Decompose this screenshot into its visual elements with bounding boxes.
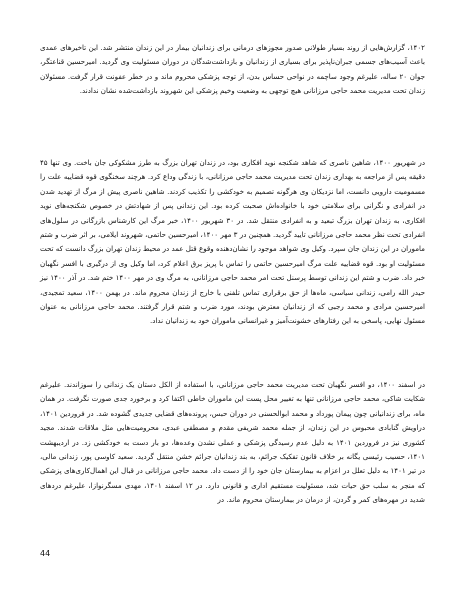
paragraph-3: در اسفند ۱۴۰۰، دو افسر نگهبان تحت مدیریت محمد حاجی مرزانانی، با استفاده از الکل دستان یک زندانی را سوزاندند. علیرغم شکایت شاکی، محمد حاجی مرزانانی تنها به تغییر محل پست این ماموران خاطی اکتفا کرد و برخورد جدی صورت نگرفت. در همان ماه، برای زندانیانی چون پیمان پورداد و محمد ابوالحسنی در دوران حبس، پرونده‌های قضایی جدیدی گشوده شد. در فروردین ۱۴۰۱، دراویش گنابادی محبوس در این زندان، از جمله محمد شریفی مقدم و مصطفی عبدی، محرومیت‌هایی مثل ملاقات شدند. مجید کشوری نیز در فروردین ۱۴۰۱ به دلیل عدم رسیدگی پزشکی و عملی نشدن وعده‌ها، دو بار دست به خودکشی زد. در اردیبهشت ۱۴۰۱، حسیب رئیسی یگانه بر خلاف قانون تفکیک جرائم، به بند زندانیان جرائم خشن منتقل گردید. سعید کاوسی پور، زندانی مالی، در تیر ۱۴۰۱ به دلیل تعلل در اعزام به بیمارستان جان خود را از دست داد. محمد حاجی مرزانانی در قبال این اهمال‌کاری‌های پزشکی که منجر به سلب حق حیات شد، مسئولیت مستقیم اداری و قانونی دارد. در ۱۲ اسفند ۱۴۰۱، مهدی مسگرنوازا، علیرغم دردهای شدید در مهره‌های کمر و گردن، از درمان در بیمارستان محروم ماند. در — [40, 380, 425, 505]
paragraph-1: ۱۴۰۲، گزارش‌هایی از روند بسیار طولانی صدور مجوزهای درمانی برای زندانیان بیمار در این زندان منتشر شد. این تاخیرهای عمدی باعث آسیب‌های جسمی جبران‌ناپذیر برای بسیاری از زندانیان و بازداشت‌شدگان در دوران مسئولیت وی گردید. امیرحسین قناعتگر، جوان ۲۰ ساله، علیرغم وجود ساچمه در نواحی حساس بدن، از توجه پزشکی محروم ماند و در خطر عفونت قرار گرفت. مسئولان زندان تحت مدیریت محمد حاجی مرزانانی هیچ توجهی به وضعیت وخیم پزشکی این شهروند بازداشت‌شده نشان ندادند. — [40, 43, 425, 96]
page-number: 44 — [40, 549, 51, 558]
paragraph-2: در شهریور ۱۴۰۰، شاهین ناصری که شاهد شکنجه نوید افکاری بود، در زندان تهران بزرگ به طرز مشکوکی جان باخت. وی تنها ۴۵ دقیقه پس از مراجعه به بهداری زندان تحت مدیریت محمد حاجی مرزانانی، با زندگی وداع کرد. هرچند سخنگوی قوه قضاییه علت را مسمومیت دارویی دانست، اما نزدیکان وی هرگونه تصمیم به خودکشی را تکذیب کردند. شاهین ناصری پیش از مرگ از تهدید شدن در انفرادی و نگرانی برای سلامتی خود با خانواده‌اش صحبت کرده بود. این زندانی پس از شهادتش در خصوص شکنجه‌های نوید افکاری، به زندان تهران بزرگ تبعید و به انفرادی منتقل شد. در ۳۰ شهریور ۱۴۰۰، خبر مرگ این کارشناس بازرگانی در سلول‌های انفرادی تحت نظر محمد حاجی مرزانانی تایید گردید. همچنین در ۳ مهر ۱۴۰۰، امیرحسین حاتمی، شهروند ایلامی، بر اثر ضرب و شتم ماموران در این زندان جان سپرد. وکیل وی شواهد موجود را نشان‌دهنده وقوع قتل عمد در محیط زندان تهران بزرگ دانست که تحت مسئولیت او بود. قوه قضاییه علت مرگ امیرحسین حاتمی را تماس با پریز برق اعلام کرد، اما وکیل وی از درگیری با افسر نگهبان خبر داد. ضرب و شتم این زندانی توسط پرسنل تحت امر محمد حاجی مرزانانی، به مرگ وی در مهر ۱۴۰۰ ختم شد. در آذر ۱۴۰۰ نیز حیدر الله رامی، زندانی سیاسی، ماه‌ها از حق برقراری تماس تلفنی با خارج از زندان محروم ماند. در بهمن ۱۴۰۰، سعید تمجیدی، امیرحسین مرادی و محمد رجبی که از زندانیان معترض بودند، مورد ضرب و شتم قرار گرفتند. محمد حاجی مرزانانی به عنوان مسئول نهایی، پاسخی به این رفتارهای خشونت‌آمیز و غیرانسانی ماموران خود به زندانیان نداد. — [40, 158, 425, 326]
